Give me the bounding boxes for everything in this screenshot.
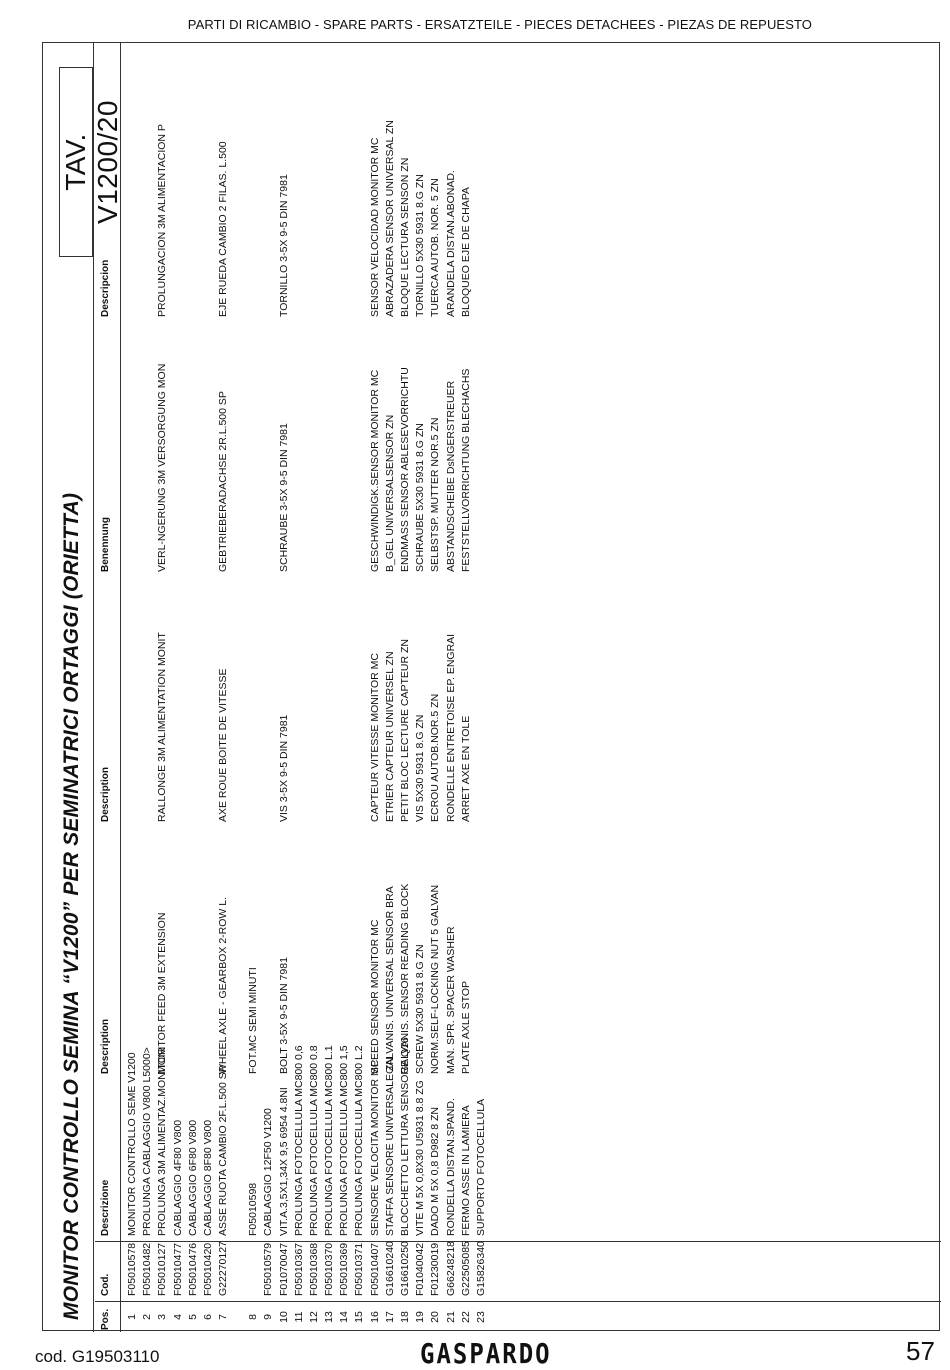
cell-it: PROLUNGA CABLAGGIO V800 L5000> xyxy=(141,1047,154,1236)
cell-pos: 6 xyxy=(201,1314,214,1320)
table-row xyxy=(352,43,367,1332)
cell-pos: 23 xyxy=(474,1311,487,1323)
cell-pos: 3 xyxy=(156,1314,169,1320)
cell-it: CABLAGGIO 4F80 V800 xyxy=(171,1119,184,1236)
cell-fr: AXE ROUE BOITE DE VITESSE xyxy=(217,668,230,822)
cell-it: SUPPORTO FOTOCELLULA xyxy=(474,1098,487,1236)
cell-pos: 21 xyxy=(444,1311,457,1323)
table-row xyxy=(444,43,459,1332)
cell-pos: 16 xyxy=(368,1311,381,1323)
cell-de: GESCHWINDIGK.SENSOR MONITOR MC xyxy=(368,369,381,572)
cell-es: PROLUNGACION 3M ALIMENTACION P xyxy=(156,124,169,317)
parts-table-frame xyxy=(42,42,940,1331)
page-title: MONITOR CONTROLLO SEMINA “V1200” PER SEMINATRICI ORTAGGI (ORIETTA) xyxy=(60,492,83,1320)
cell-en: GALVANIS. SENSOR READING BLOCK xyxy=(399,883,411,1074)
cell-es: TORNILLO 5X30 5931 8.G ZN xyxy=(414,174,427,317)
cell-pos: 4 xyxy=(171,1314,184,1320)
table-row xyxy=(246,43,261,1332)
cell-fr: VIS 3-5X 9-5 DIN 7981 xyxy=(277,714,290,822)
cell-de: VERL-NGERUNG 3M VERSORGUNG MON xyxy=(156,363,169,572)
column-header-descrizione: Descrizione xyxy=(100,1179,111,1236)
cell-de: FESTSTELLVORRICHTUNG BLECHACHS xyxy=(459,368,472,572)
column-header-cod: Cod. xyxy=(100,1273,111,1296)
cell-cod: G16610250 xyxy=(399,1241,411,1296)
cell-it: MONITOR CONTROLLO SEME V1200 xyxy=(126,1052,138,1236)
cell-cod: F05010369 xyxy=(338,1242,351,1296)
table-row xyxy=(140,43,155,1332)
rotated-sheet xyxy=(43,43,941,1332)
cell-pos: 18 xyxy=(399,1311,411,1323)
cell-en: WHEEL AXLE - GEARBOX 2-ROW L. xyxy=(217,897,230,1074)
cell-en: MAN. SPR. SPACER WASHER xyxy=(444,926,457,1074)
cell-de: ENDMASS SENSOR ABLESEVORRICHTU xyxy=(399,367,411,572)
cell-cod: G16610240 xyxy=(383,1241,396,1296)
cell-en: NORM.SELF-LOCKING NUT 5 GALVAN xyxy=(429,884,442,1074)
cell-pos: 11 xyxy=(292,1311,305,1323)
cell-en: GALVANIS. UNIVERSAL SENSOR BRA xyxy=(383,886,396,1074)
table-row xyxy=(277,43,292,1332)
cell-en: FOT.MC SEMI MINUTI xyxy=(247,967,260,1074)
cell-it: PROLUNGA 3M ALIMENTAZ.MONITOR xyxy=(156,1047,169,1236)
cell-de: SELBSTSP. MUTTER NOR.5 ZN xyxy=(429,417,442,572)
table-row xyxy=(171,43,186,1332)
cell-it: CABLAGGIO 8F80 V800 xyxy=(201,1119,214,1236)
table-row xyxy=(186,43,201,1332)
cell-pos: 19 xyxy=(414,1311,427,1323)
table-row xyxy=(216,43,246,1332)
cell-cod: F05010476 xyxy=(186,1242,199,1296)
cell-fr: PETIT BLOC LECTURE CAPTEUR ZN xyxy=(399,638,411,822)
cell-it: F05010598 xyxy=(247,1182,260,1236)
cell-it: PROLUNGA FOTOCELLULA MC800 L.1 xyxy=(323,1045,336,1236)
table-row xyxy=(413,43,428,1332)
cell-pos: 14 xyxy=(338,1311,351,1323)
cell-fr: ARRET AXE EN TOLE xyxy=(459,715,472,822)
cell-pos: 17 xyxy=(383,1311,396,1323)
cell-fr: CAPTEUR VITESSE MONITOR MC xyxy=(368,653,381,822)
cell-es: EJE RUEDA CAMBIO 2 FILAS. L.500 xyxy=(217,141,230,317)
cell-it: PROLUNGA FOTOCELLULA MC800 0.8 xyxy=(307,1045,320,1236)
cell-es: TORNILLO 3-5X 9-5 DIN 7981 xyxy=(277,174,290,317)
document-code: cod. G19503110 xyxy=(35,1347,160,1366)
cell-it: SENSORE VELOCITA MONITOR MC xyxy=(368,1059,381,1236)
cell-fr: ETRIER CAPTEUR UNIVERSEL ZN xyxy=(383,651,396,822)
table-row xyxy=(398,43,413,1332)
table-row xyxy=(201,43,216,1332)
table-row xyxy=(155,43,170,1332)
cell-pos: 1 xyxy=(126,1314,138,1320)
cell-pos: 7 xyxy=(217,1314,230,1320)
cell-de: SCHRAUBE 5X30 5931 8.G ZN xyxy=(414,423,427,572)
column-header-description-en: Description xyxy=(100,1018,111,1074)
table-row xyxy=(322,43,337,1332)
cell-pos: 5 xyxy=(186,1314,199,1320)
brand-logo: GASPARDO xyxy=(420,1337,552,1370)
table-row xyxy=(292,43,307,1332)
table-row xyxy=(261,43,276,1332)
cell-cod: G22505085 xyxy=(459,1241,472,1296)
cell-pos: 15 xyxy=(353,1311,366,1323)
cell-it: STAFFA SENSORE UNIVERSALE ZN xyxy=(383,1057,396,1236)
cell-fr: ECROU AUTOB.NOR.5 ZN xyxy=(429,693,442,822)
cell-cod: F05010368 xyxy=(307,1242,320,1296)
cell-es: TUERCA AUTOB. NOR. 5 ZN xyxy=(429,178,442,317)
parts-table-body xyxy=(125,43,489,1332)
cell-es: ABRAZADERA SENSOR UNIVERSAL ZN xyxy=(383,120,396,317)
cell-it: PROLUNGA FOTOCELLULA MC800 1,5 xyxy=(338,1045,351,1236)
cell-it: PROLUNGA FOTOCELLULA MC800 0,6 xyxy=(292,1045,305,1236)
cell-pos: 13 xyxy=(323,1311,336,1323)
cell-cod: F05010578 xyxy=(126,1242,138,1296)
table-reference-box: TAV. V1200/20 xyxy=(59,67,93,257)
cell-it: FERMO ASSE IN LAMIERA xyxy=(459,1105,472,1236)
header-text: PARTI DI RICAMBIO - SPARE PARTS - ERSATZTEILE - PIECES DETACHEES - PIEZAS DE REPUESTO xyxy=(187,17,812,32)
cell-it: PROLUNGA FOTOCELLULA MC800 L.2 xyxy=(353,1045,366,1236)
cell-de: GEBTRIEBERADACHSE 2R.L.500 SP xyxy=(217,391,230,572)
cell-pos: 8 xyxy=(247,1314,260,1320)
cell-en: SPEED SENSOR MONITOR MC xyxy=(368,919,381,1074)
cell-cod: G15826340 xyxy=(474,1241,487,1296)
cell-it: VIT.A.3,5X1,34X 9,5 6954 4.8NI xyxy=(277,1087,290,1236)
cell-es: BLOQUE LECTURA SENSON ZN xyxy=(399,157,411,317)
cell-pos: 9 xyxy=(262,1314,275,1320)
table-row xyxy=(337,43,352,1332)
cell-pos: 20 xyxy=(429,1311,442,1323)
header-divider xyxy=(120,43,121,1332)
table-row xyxy=(383,43,398,1332)
cell-pos: 10 xyxy=(277,1311,290,1323)
cell-en: BOLT 3-5X 9-5 DIN 7981 xyxy=(277,957,290,1074)
cell-es: ARANDELA DISTAN.ABONAD. xyxy=(444,170,457,317)
table-row xyxy=(428,43,443,1332)
cell-it: VITE M 5X 0,8X30 U5931 8.8 ZG xyxy=(414,1080,427,1236)
page-header xyxy=(0,17,950,32)
table-row xyxy=(459,43,474,1332)
cell-pos: 2 xyxy=(141,1314,154,1320)
cell-it: CABLAGGIO 6F80 V800 xyxy=(186,1119,199,1236)
table-row xyxy=(368,43,383,1332)
cell-cod: F05010420 xyxy=(201,1242,214,1296)
cell-cod: F05010477 xyxy=(171,1242,184,1296)
cell-pos: 12 xyxy=(307,1311,320,1323)
column-header-benennung: Benennung xyxy=(100,517,111,572)
cell-cod: F01040042 xyxy=(414,1242,427,1296)
page-number: 57 xyxy=(906,1336,935,1366)
cell-cod: F05010407 xyxy=(368,1242,381,1296)
cell-cod: F05010579 xyxy=(262,1242,275,1296)
cell-cod: F01230019 xyxy=(429,1242,442,1296)
table-row xyxy=(125,43,140,1332)
cell-it: BLOCCHETTO LETTURA SENSORE Q16 xyxy=(399,1037,411,1236)
cell-cod: G22270127 xyxy=(217,1241,230,1296)
cell-en: PLATE AXLE STOP xyxy=(459,981,472,1074)
cell-fr: VIS 5X30 5931 8.G ZN xyxy=(414,714,427,822)
cell-cod: F05010127 xyxy=(156,1242,169,1296)
cell-de: SCHRAUBE 3-5X 9-5 DIN 7981 xyxy=(277,423,290,572)
table-row xyxy=(474,43,489,1332)
cell-it: RONDELLA DISTAN.SPAND. xyxy=(444,1098,457,1236)
cell-de: B_GEL UNIVERSALSENSOR ZN xyxy=(383,414,396,572)
column-header-descripcion: Descripcion xyxy=(100,259,111,317)
cell-de: ABSTANDSCHEIBE DsNGERSTREUER xyxy=(444,380,457,572)
cell-cod: F05010370 xyxy=(323,1242,336,1296)
column-header-pos: Pos. xyxy=(100,1308,111,1330)
cell-en: SCREW 5X30 5931 8.G ZN xyxy=(414,944,427,1074)
cell-it: ASSE RUOTA CAMBIO 2F.L.500 SP xyxy=(217,1065,230,1236)
cell-it: CABLAGGIO 12F50 V1200 xyxy=(262,1108,275,1236)
cell-it: DADO M 5X 0,8 D982 8 ZN xyxy=(429,1107,442,1236)
cell-cod: F05010482 xyxy=(141,1242,154,1296)
cell-cod: F05010367 xyxy=(292,1242,305,1296)
column-header-description-fr: Description xyxy=(100,766,111,822)
cell-fr: RONDELLE ENTRETOISE EP. ENGRAI xyxy=(444,633,457,822)
cell-fr: RALLONGE 3M ALIMENTATION MONIT xyxy=(156,632,169,822)
cell-es: SENSOR VELOCIDAD MONITOR MC xyxy=(368,137,381,317)
table-header xyxy=(95,43,120,1332)
cell-es: BLOQUEO EJE DE CHAPA xyxy=(459,187,472,317)
cell-cod: F05010371 xyxy=(353,1242,366,1296)
cell-en: MONITOR FEED 3M EXTENSION xyxy=(156,912,169,1074)
title-divider xyxy=(93,43,94,1332)
cell-pos: 22 xyxy=(459,1311,472,1323)
cell-cod: F01070047 xyxy=(277,1242,290,1296)
cell-cod: G66248218 xyxy=(444,1241,457,1296)
table-row xyxy=(307,43,322,1332)
